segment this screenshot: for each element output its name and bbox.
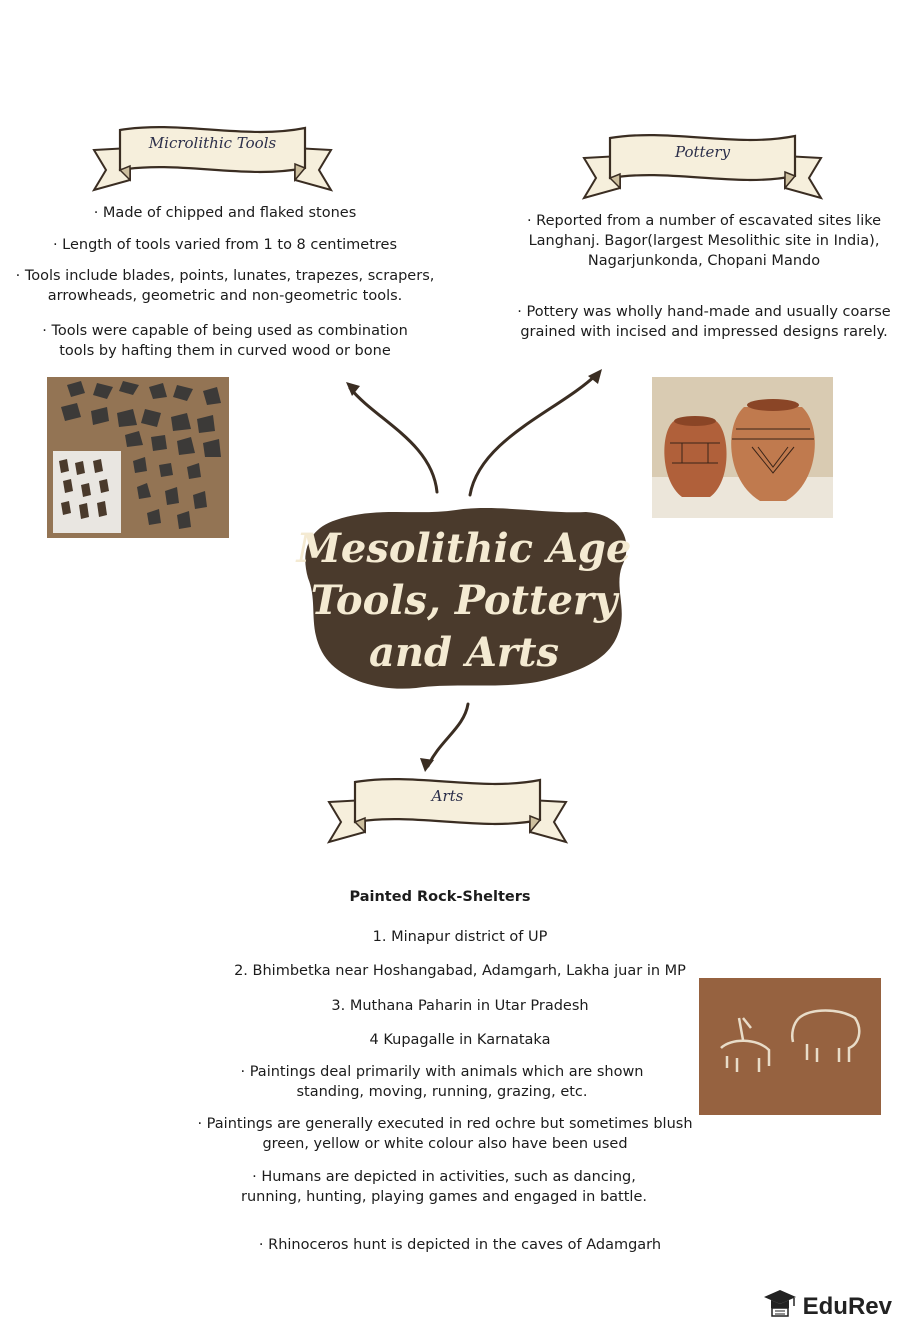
arts-bullet-3: · Humans are depicted in activities, such as dancing, running, hunting, playing games and engaged in battle. — [241, 1169, 647, 1205]
arrowhead-arts — [420, 758, 434, 772]
brand-name: EduRev — [802, 1292, 892, 1320]
microlithic-bullet-4: · Tools were capable of being used as combination tools by hafting them in curved wood or bone — [42, 323, 408, 359]
center-title-line-2: Tools, Pottery — [310, 577, 618, 624]
arts-site-4: 4 Kupagalle in Karnataka — [369, 1032, 551, 1048]
arts-bullet-4: · Rhinoceros hunt is depicted in the caves of Adamgarh — [258, 1237, 662, 1253]
microlithic-bullet-2: · Length of tools varied from 1 to 8 centimetres — [52, 237, 398, 253]
graduation-cap-icon — [763, 1288, 797, 1325]
arts-title: Arts — [431, 787, 464, 805]
arts-bullet-2: · Paintings are generally executed in red ochre but sometimes blush green, yellow or white colour also have been used — [197, 1116, 693, 1152]
arts-site-2: 2. Bhimbetka near Hoshangabad, Adamgarh, Lakha juar in MP — [234, 963, 686, 979]
center-title-line-1: Mesolithic Age — [296, 525, 632, 572]
microlithic-tools-title: Microlithic Tools — [148, 134, 277, 152]
arrow-to-arts — [428, 704, 468, 766]
arrowhead-microlithic — [346, 382, 360, 396]
arrow-to-pottery — [470, 374, 597, 495]
arts-site-1: 1. Minapur district of UP — [372, 929, 548, 945]
arts-heading: Painted Rock-Shelters — [349, 889, 531, 905]
edurev-logo — [763, 1288, 892, 1325]
microlithic-bullet-1: · Made of chipped and flaked stones — [93, 205, 357, 221]
pottery-bullet-1: · Reported from a number of escavated sites like Langhanj. Bagor(largest Mesolithic site in India), Nagarjunkonda, Chopani Mando — [526, 213, 882, 269]
center-title-blob — [296, 502, 632, 694]
pottery-title: Pottery — [674, 143, 731, 161]
pottery-bullet-2: · Pottery was wholly hand-made and usually coarse grained with incised and impressed designs rarely. — [517, 304, 891, 340]
microlithic-bullet-3: · Tools include blades, points, lunates, trapezes, scrapers, arrowheads, geometric and non-geometric tools. — [15, 268, 435, 304]
arts-bullet-1: · Paintings deal primarily with animals which are shown standing, moving, running, grazing, etc. — [240, 1064, 644, 1100]
center-title-line-3: and Arts — [369, 629, 559, 676]
arrow-to-microlithic — [350, 388, 437, 492]
arts-site-3: 3. Muthana Paharin in Utar Pradesh — [331, 998, 589, 1014]
